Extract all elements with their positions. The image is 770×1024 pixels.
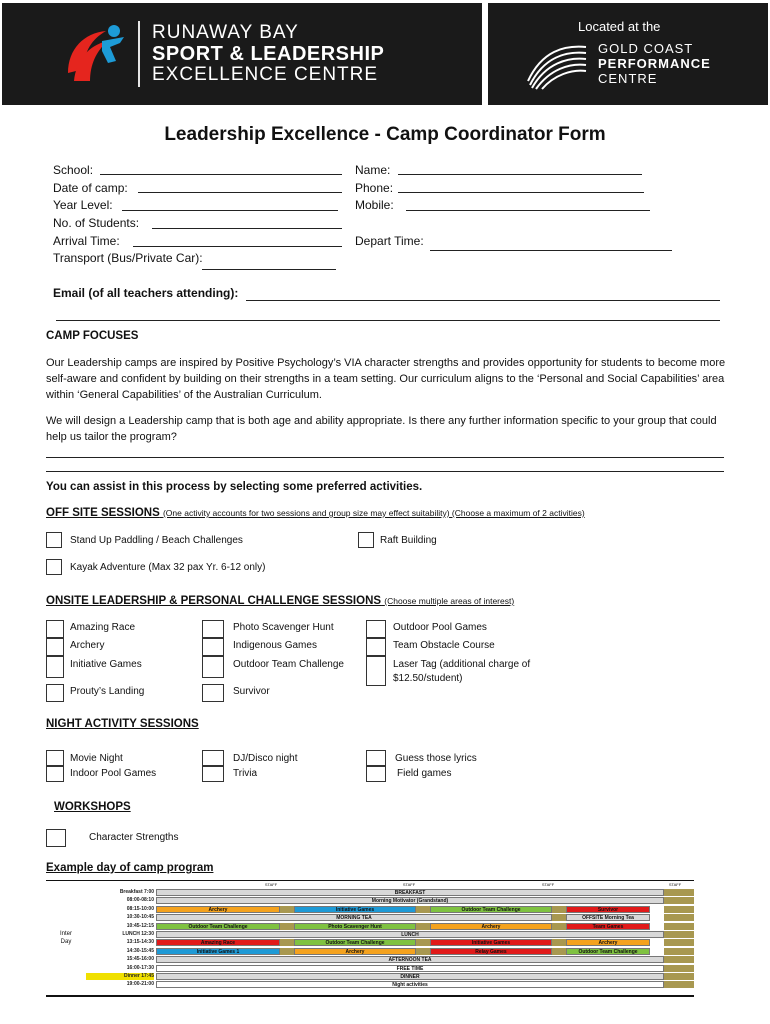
checkbox-label: Prouty’s Landing: [70, 686, 145, 697]
mobile-field[interactable]: [406, 210, 650, 211]
checkbox-label: Team Obstacle Course: [393, 640, 495, 651]
schedule-time: Dinner 17:45: [86, 973, 154, 980]
checkbox-label: Outdoor Pool Games: [393, 622, 487, 633]
staff-cell: [280, 923, 294, 930]
schedule-activity: Archery: [430, 923, 552, 930]
schedule-activity: Archery: [156, 906, 280, 913]
depart-label: Depart Time:: [355, 234, 424, 248]
checkbox-label: Guess those lyrics: [395, 753, 477, 764]
further-info-field[interactable]: [46, 457, 724, 458]
brand-banner: [2, 3, 482, 105]
checkbox-label: DJ/Disco night: [233, 753, 298, 764]
staff-cell: [552, 923, 566, 930]
transport-field[interactable]: [202, 269, 336, 270]
checkbox-raft-building[interactable]: [358, 532, 374, 548]
staff-header: STAFF: [264, 882, 278, 887]
email-field-line-2[interactable]: [56, 320, 720, 321]
schedule-activity: Initiative Games: [430, 939, 552, 946]
checkbox-field-games[interactable]: [366, 766, 386, 782]
offsite-heading-text: OFF SITE SESSIONS: [46, 507, 160, 519]
checkbox-team-obstacle-course[interactable]: [366, 638, 386, 656]
checkbox-label: Outdoor Team Challenge: [233, 659, 344, 670]
arrival-field[interactable]: [133, 246, 342, 247]
assist-heading: You can assist in this process by selecting some preferred activities.: [46, 481, 423, 493]
school-label: School:: [53, 163, 94, 177]
staff-cell: [664, 931, 694, 938]
year-label: Year Level:: [53, 198, 113, 212]
schedule-activity: MORNING TEA: [156, 914, 552, 921]
gold-coast-performance-logo-icon: [524, 41, 590, 91]
form-title: Leadership Excellence - Camp Coordinator Form: [164, 124, 606, 145]
schedule-time: 10:30-10:45: [126, 914, 154, 921]
students-label: No. of Students:: [53, 216, 140, 230]
checkbox-label: Raft Building: [380, 535, 437, 546]
schedule-time: 14:30-15:45: [126, 947, 154, 954]
checkbox-indigenous-games[interactable]: [202, 638, 224, 656]
year-field[interactable]: [122, 210, 338, 211]
students-field[interactable]: [152, 228, 342, 229]
date-field[interactable]: [138, 192, 342, 193]
staff-header: STAFF: [541, 882, 555, 887]
brand-line-2: SPORT & LEADERSHIP: [152, 43, 385, 65]
checkbox-archery[interactable]: [46, 638, 64, 656]
checkbox-outdoor-pool-games[interactable]: [366, 620, 386, 638]
schedule-activity: Outdoor Team Challenge: [156, 923, 280, 930]
schedule-time: 08:15-10:00: [126, 905, 154, 912]
example-heading: Example day of camp program: [46, 862, 214, 874]
staff-cell: [664, 973, 694, 980]
further-info-field-line-2[interactable]: [46, 471, 724, 472]
schedule-time: 15:45-16:00: [126, 956, 154, 963]
offsite-heading: [46, 507, 585, 519]
checkbox-outdoor-team-challenge[interactable]: [202, 656, 224, 678]
camp-focuses-heading: CAMP FOCUSES: [46, 330, 139, 342]
checkbox-indoor-pool-games[interactable]: [46, 766, 64, 782]
checkbox-label: Movie Night: [70, 753, 123, 764]
example-schedule-table: [46, 880, 694, 995]
schedule-time: 13:15-14:30: [126, 939, 154, 946]
checkbox-trivia[interactable]: [202, 766, 224, 782]
schedule-time: 16:00-17:30: [126, 964, 154, 971]
location-banner: [488, 3, 768, 105]
schedule-time: 19:00-21:00: [126, 981, 154, 988]
schedule-bottom-border: [46, 995, 694, 997]
staff-cell: [552, 906, 566, 913]
checkbox-label: Field games: [397, 768, 452, 779]
staff-cell: [416, 939, 430, 946]
checkbox-proutys-landing[interactable]: [46, 684, 64, 702]
onsite-heading-text: ONSITE LEADERSHIP & PERSONAL CHALLENGE SESSIONS: [46, 595, 382, 607]
checkbox-kayak-adventure[interactable]: [46, 559, 62, 575]
checkbox-label: Stand Up Paddling / Beach Challenges: [70, 535, 243, 546]
checkbox-label: Trivia: [233, 768, 258, 779]
schedule-activity: LUNCH: [156, 931, 664, 938]
schedule-activity: Relay Games: [430, 948, 552, 955]
staff-cell: [664, 939, 694, 946]
checkbox-label: Indigenous Games: [233, 640, 317, 651]
staff-cell: [552, 914, 566, 921]
schedule-activity: Survivor: [566, 906, 650, 913]
staff-cell: [416, 948, 430, 955]
checkbox-label: Archery: [70, 640, 105, 651]
schedule-time: 10:45-12:15: [126, 922, 154, 929]
phone-label: Phone:: [355, 181, 394, 195]
gc-line-2: PERFORMANCE: [598, 56, 711, 71]
brand-name: [152, 23, 384, 85]
staff-cell: [664, 981, 694, 988]
schedule-time: LUNCH 12:30: [122, 931, 154, 937]
staff-header: STAFF: [668, 882, 682, 887]
camp-focuses-paragraph: Our Leadership camps are inspired by Positive Psychology’s VIA character strengths and provides opportunity for students to become more self-aware and confident by building on their strengths in a team setting. Our curriculum aligns to the ‘Personal and Social Capabilities’ area within ‘General Capabilities’ of the Australian Curriculum.: [46, 357, 726, 401]
staff-cell: [664, 923, 694, 930]
name-label: Name:: [355, 163, 391, 177]
checkbox-amazing-race[interactable]: [46, 620, 64, 638]
offsite-note: (One activity accounts for two sessions and group size may effect suitability) (Choose a maximum of 2 activities): [162, 508, 585, 518]
day-label: Inter: [59, 931, 72, 937]
mobile-label: Mobile:: [355, 198, 394, 212]
checkbox-movie-night[interactable]: [46, 750, 64, 766]
school-field[interactable]: [100, 174, 342, 175]
checkbox-label: Laser Tag (additional charge of: [393, 659, 531, 670]
staff-cell: [664, 956, 694, 963]
name-field[interactable]: [398, 174, 642, 175]
checkbox-stand-up-paddling[interactable]: [46, 532, 62, 548]
schedule-activity: Team Games: [566, 923, 650, 930]
staff-cell: [664, 897, 694, 904]
checkbox-initiative-games[interactable]: [46, 656, 64, 678]
staff-cell: [280, 948, 294, 955]
checkbox-label-continued: $12.50/student): [393, 673, 463, 684]
depart-field[interactable]: [430, 250, 672, 251]
staff-cell: [280, 939, 294, 946]
checkbox-survivor[interactable]: [202, 684, 224, 702]
checkbox-character-strengths[interactable]: [46, 829, 66, 847]
staff-cell: [416, 923, 430, 930]
schedule-top-border: [46, 880, 694, 881]
gold-coast-performance-name: [598, 41, 711, 86]
arrival-label: Arrival Time:: [53, 234, 120, 248]
gc-line-1: GOLD COAST: [598, 41, 694, 56]
schedule-activity: Archery: [566, 939, 650, 946]
gc-line-3: CENTRE: [598, 71, 658, 86]
staff-header: STAFF: [402, 882, 416, 887]
checkbox-dj-disco-night[interactable]: [202, 750, 224, 766]
staff-cell: [664, 948, 694, 955]
phone-field[interactable]: [398, 192, 644, 193]
brand-line-3: EXCELLENCE CENTRE: [152, 64, 379, 85]
schedule-activity: DINNER: [156, 973, 664, 980]
night-heading: NIGHT ACTIVITY SESSIONS: [46, 718, 199, 730]
schedule-time: 08:00-08:10: [126, 897, 154, 904]
checkbox-photo-scavenger-hunt[interactable]: [202, 620, 224, 638]
email-field[interactable]: [246, 300, 720, 301]
checkbox-label: Amazing Race: [70, 622, 136, 633]
schedule-activity: BREAKFAST: [156, 889, 664, 896]
schedule-activity: AFTERNOON TEA: [156, 956, 664, 963]
schedule-activity: Archery: [294, 948, 416, 955]
staff-cell: [664, 965, 694, 972]
staff-cell: [416, 906, 430, 913]
workshops-heading: WORKSHOPS: [54, 801, 131, 813]
runaway-bay-logo-icon: [62, 21, 132, 91]
staff-cell: [664, 906, 694, 913]
staff-cell: [552, 939, 566, 946]
staff-cell: [664, 914, 694, 921]
schedule-activity: Outdoor Team Challenge: [294, 939, 416, 946]
schedule-activity: Outdoor Team Challenge: [430, 906, 552, 913]
onsite-heading: [46, 595, 514, 607]
schedule-activity: Photo Scavenger Hunt: [294, 923, 416, 930]
tailor-question: We will design a Leadership camp that is both age and ability appropriate. Is there any further information specific to your group that could help us tailor the program?: [46, 415, 717, 443]
staff-cell: [664, 889, 694, 896]
checkbox-label: Character Strengths: [89, 832, 179, 843]
checkbox-laser-tag[interactable]: [366, 656, 386, 686]
checkbox-label: Photo Scavenger Hunt: [233, 622, 334, 633]
schedule-activity: Initiative Games: [294, 906, 416, 913]
checkbox-label: Initiative Games: [70, 659, 142, 670]
brand-divider: [138, 21, 140, 87]
email-label: Email (of all teachers attending):: [53, 286, 239, 300]
date-label: Date of camp:: [53, 181, 128, 195]
onsite-note: (Choose multiple areas of interest): [384, 596, 515, 606]
schedule-activity: Night activities: [156, 981, 664, 988]
checkbox-guess-those-lyrics[interactable]: [366, 750, 386, 766]
located-text: Located at the: [578, 19, 661, 34]
checkbox-label: Kayak Adventure (Max 32 pax Yr. 6-12 only): [70, 562, 266, 573]
schedule-activity: OFFSITE Morning Tea: [566, 914, 650, 921]
checkbox-label: Survivor: [233, 686, 270, 697]
schedule-activity: Amazing Race: [156, 939, 280, 946]
day-label: Day: [60, 939, 72, 945]
brand-line-1: RUNAWAY BAY: [152, 22, 299, 43]
transport-label: Transport (Bus/Private Car):: [53, 251, 203, 265]
schedule-activity: FREE TIME: [156, 965, 664, 972]
schedule-activity: Outdoor Team Challenge: [566, 948, 650, 955]
schedule-activity: Morning Motivator (Grandstand): [156, 897, 664, 904]
checkbox-label: Indoor Pool Games: [70, 768, 157, 779]
schedule-time: Breakfast 7:00: [119, 889, 154, 895]
schedule-activity: Initiative Games 1: [156, 948, 280, 955]
staff-cell: [280, 906, 294, 913]
staff-cell: [552, 948, 566, 955]
